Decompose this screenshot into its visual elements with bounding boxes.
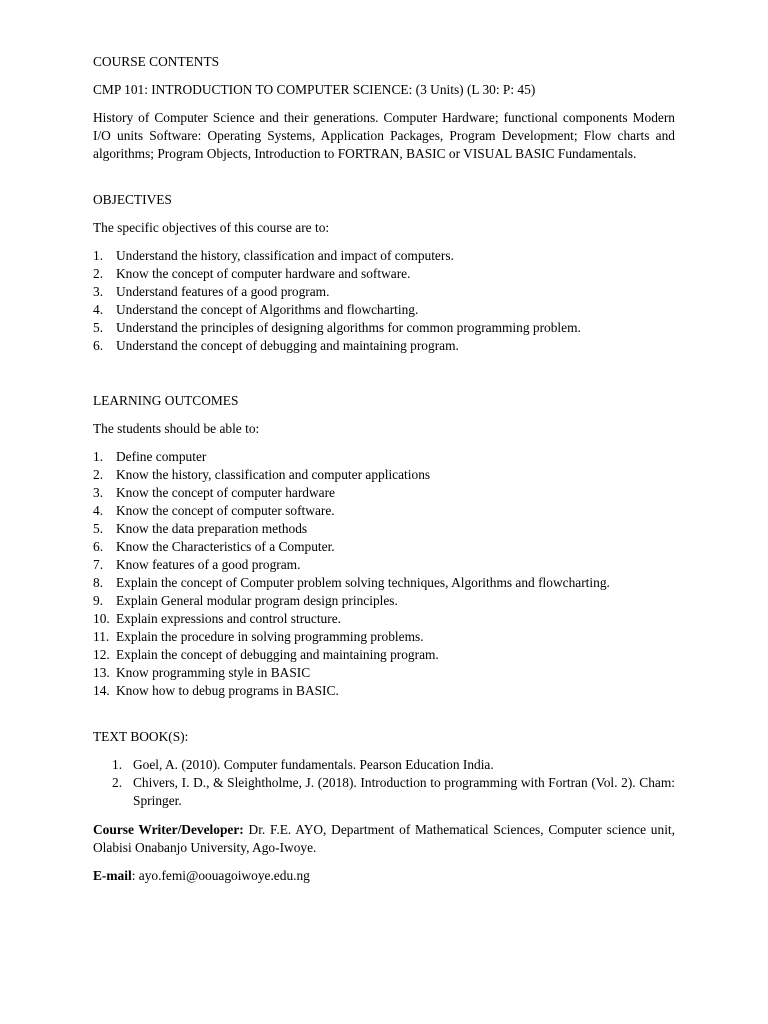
list-item-text: Explain expressions and control structure. bbox=[116, 611, 341, 626]
objectives-list bbox=[93, 247, 675, 355]
list-item bbox=[93, 682, 675, 700]
list-item bbox=[93, 592, 675, 610]
list-item-number: 3. bbox=[93, 485, 104, 500]
course-writer bbox=[93, 821, 675, 857]
learning-outcomes-list bbox=[93, 448, 675, 700]
course-writer-text: Dr. F.E. AYO, Department of Mathematical Sciences, Computer science unit, Olabisi Onabanjo University, Ago-Iwoye. bbox=[93, 822, 675, 855]
list-item-text: Know the history, classification and computer applications bbox=[116, 467, 431, 482]
list-item-number: 3. bbox=[93, 284, 104, 299]
list-item bbox=[93, 283, 675, 301]
list-item-number: 4. bbox=[93, 503, 104, 518]
list-item-text: Know the concept of computer hardware and software. bbox=[116, 266, 411, 281]
list-item-number: 8. bbox=[93, 575, 104, 590]
list-item bbox=[93, 664, 675, 682]
email-line bbox=[93, 867, 675, 885]
learning-outcomes-heading: LEARNING OUTCOMES bbox=[93, 393, 239, 408]
list-item-text: Goel, A. (2010). Computer fundamentals. Pearson Education India. bbox=[133, 757, 494, 772]
list-item bbox=[93, 502, 675, 520]
list-item bbox=[93, 319, 675, 337]
course-title: CMP 101: INTRODUCTION TO COMPUTER SCIENCE: (3 Units) (L 30: P: 45) bbox=[93, 82, 536, 97]
list-item-text: Explain General modular program design principles. bbox=[116, 593, 398, 608]
list-item-number: 11. bbox=[93, 629, 110, 644]
list-item bbox=[93, 610, 675, 628]
list-item-text: Know the Characteristics of a Computer. bbox=[116, 539, 335, 554]
email-label: E-mail bbox=[93, 868, 132, 883]
list-item bbox=[93, 448, 675, 466]
list-item-number: 2. bbox=[112, 775, 123, 790]
list-item-number: 2. bbox=[93, 266, 104, 281]
list-item-number: 10. bbox=[93, 611, 110, 626]
list-item-text: Know how to debug programs in BASIC. bbox=[116, 683, 339, 698]
document-page bbox=[93, 50, 675, 885]
course-contents-heading: COURSE CONTENTS bbox=[93, 54, 220, 69]
list-item-number: 9. bbox=[93, 593, 104, 608]
list-item bbox=[93, 301, 675, 319]
list-item-text: Explain the procedure in solving programming problems. bbox=[116, 629, 424, 644]
list-item bbox=[93, 538, 675, 556]
objectives-intro: The specific objectives of this course are to: bbox=[93, 220, 330, 235]
list-item-text: Understand features of a good program. bbox=[116, 284, 330, 299]
list-item-text: Define computer bbox=[116, 449, 207, 464]
objectives-heading: OBJECTIVES bbox=[93, 192, 172, 207]
list-item-text: Understand the history, classification and impact of computers. bbox=[116, 248, 454, 263]
course-description: History of Computer Science and their generations. Computer Hardware; functional components Modern I/O units Software: Operating Systems, Application Packages, Program Development; Flow charts and algorithms; Program Objects, Introduction to FORTRAN, BASIC or VISUAL BASIC Fundamentals. bbox=[93, 110, 675, 161]
list-item-text: Know the concept of computer software. bbox=[116, 503, 335, 518]
list-item bbox=[93, 628, 675, 646]
list-item-text: Chivers, I. D., & Sleightholme, J. (2018). Introduction to programming with Fortran (Vol. 2). Cham: Springer. bbox=[133, 775, 675, 808]
list-item bbox=[93, 466, 675, 484]
list-item-number: 1. bbox=[93, 248, 104, 263]
list-item bbox=[93, 756, 675, 774]
list-item-text: Know the concept of computer hardware bbox=[116, 485, 335, 500]
list-item-text: Understand the concept of Algorithms and flowcharting. bbox=[116, 302, 419, 317]
list-item-number: 6. bbox=[93, 539, 104, 554]
list-item-text: Understand the principles of designing algorithms for common programming problem. bbox=[116, 320, 581, 335]
list-item-number: 14. bbox=[93, 683, 110, 698]
list-item-number: 1. bbox=[93, 449, 104, 464]
text-books-heading: TEXT BOOK(S): bbox=[93, 729, 189, 744]
email-address: ayo.femi@oouagoiwoye.edu.ng bbox=[138, 868, 310, 883]
list-item bbox=[93, 574, 675, 592]
list-item-text: Know features of a good program. bbox=[116, 557, 301, 572]
list-item-number: 6. bbox=[93, 338, 104, 353]
list-item-text: Explain the concept of Computer problem solving techniques, Algorithms and flowcharting. bbox=[116, 575, 610, 590]
email-separator: : bbox=[131, 868, 139, 883]
list-item-text: Understand the concept of debugging and maintaining program. bbox=[116, 338, 459, 353]
course-writer-label: Course Writer/Developer: bbox=[93, 822, 244, 837]
list-item-number: 4. bbox=[93, 302, 104, 317]
list-item-number: 13. bbox=[93, 665, 110, 680]
list-item-number: 5. bbox=[93, 521, 104, 536]
list-item-text: Know programming style in BASIC bbox=[116, 665, 311, 680]
text-books-list bbox=[93, 756, 675, 810]
list-item-number: 2. bbox=[93, 467, 104, 482]
list-item bbox=[93, 337, 675, 355]
learning-outcomes-intro: The students should be able to: bbox=[93, 421, 260, 436]
list-item-number: 12. bbox=[93, 647, 110, 662]
list-item bbox=[93, 774, 675, 810]
list-item bbox=[93, 556, 675, 574]
list-item bbox=[93, 484, 675, 502]
list-item bbox=[93, 265, 675, 283]
list-item-text: Explain the concept of debugging and maintaining program. bbox=[116, 647, 439, 662]
list-item-number: 7. bbox=[93, 557, 104, 572]
list-item-text: Know the data preparation methods bbox=[116, 521, 308, 536]
list-item bbox=[93, 646, 675, 664]
list-item bbox=[93, 520, 675, 538]
list-item-number: 1. bbox=[112, 757, 123, 772]
list-item bbox=[93, 247, 675, 265]
list-item-number: 5. bbox=[93, 320, 104, 335]
